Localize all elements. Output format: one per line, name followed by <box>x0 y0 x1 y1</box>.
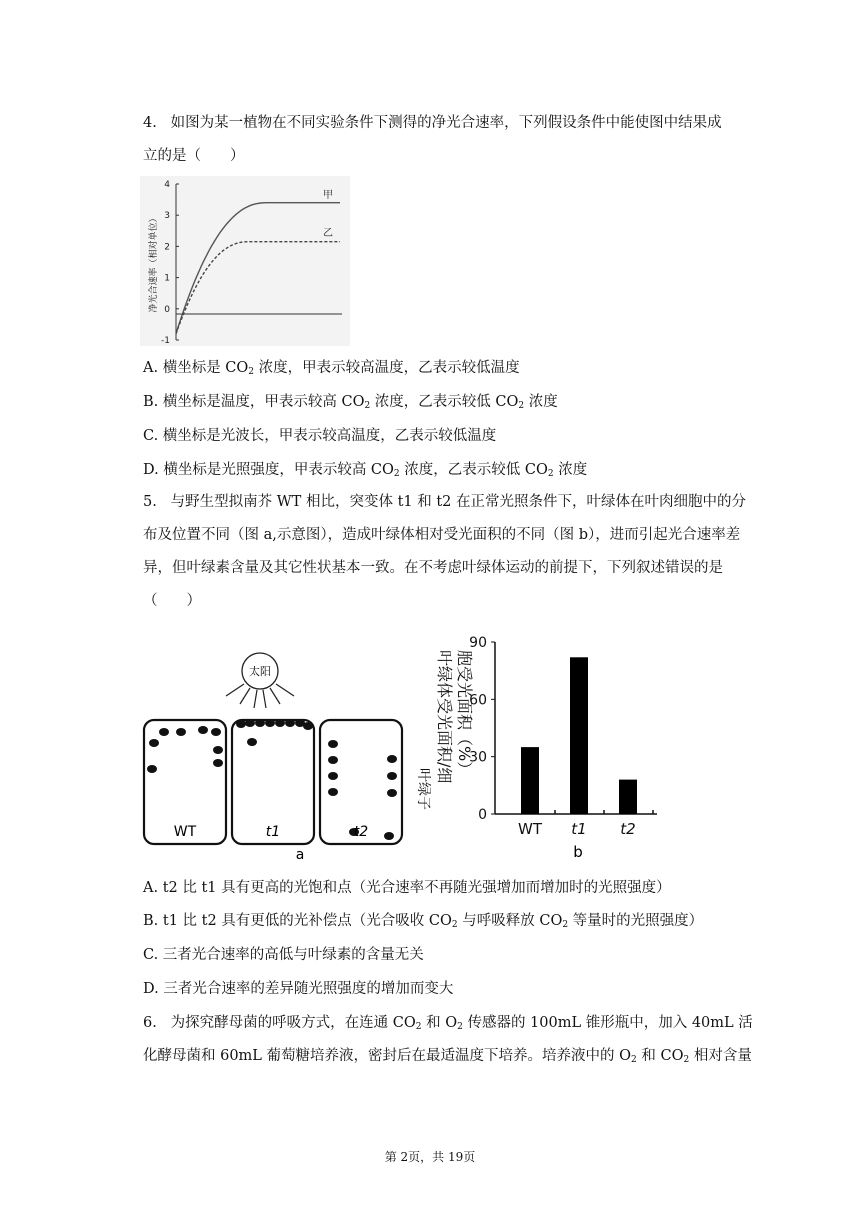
q4-line-chart <box>140 176 350 346</box>
fig5b-y-tick-label: 30 <box>469 749 487 766</box>
fig5b-x-tick-label: WT <box>518 820 542 838</box>
q6-stem-line1: 6. 为探究酵母菌的呼吸方式，在连通 $CO_2$ 和 $O_2$ 传感器的 100mL 锥形瓶中，加入 40mL 活 <box>143 1015 753 1032</box>
q5-option-c: C. 三者光合速率的高低与叶绿素的含量无关 <box>143 947 424 963</box>
sun <box>226 653 294 708</box>
cell-wt-label: WT <box>173 824 197 840</box>
y-tick-label: 1 <box>164 273 170 284</box>
sun-label: 太阳 <box>249 665 271 678</box>
chart-background <box>140 176 350 346</box>
fig5b-y-tick-label: 90 <box>469 635 487 651</box>
fig5b-bar-chart <box>405 628 670 865</box>
q5-option-d: D. 三者光合速率的差异随光照强度的增加而变大 <box>143 981 454 997</box>
chloroplasts-wt <box>147 726 223 773</box>
q4-option-c: C. 横坐标是光波长，甲表示较高温度，乙表示较低温度 <box>143 428 497 444</box>
cell-t2-label: t2 <box>353 824 369 840</box>
fig5b-bar <box>619 780 637 814</box>
q4-option-d: D. 横坐标是光照强度，甲表示较高 $CO_2$ 浓度，乙表示较低 $CO_2$ 浓度 <box>143 462 588 479</box>
fig5b-y-tick-label: 60 <box>469 692 487 709</box>
fig5b-bar <box>521 747 539 814</box>
q4-stem-line1: 4. 如图为某一植物在不同实验条件下测得的净光合速率，下列假设条件中能使图中结果成 <box>143 115 722 131</box>
fig5b-ylabel-line1: 叶绿体受光面积/细 <box>435 650 454 784</box>
q5-stem: 5. 与野生型拟南芥 WT 相比，突变体 t1 和 t2 在正常光照条件下，叶绿体在叶肉细胞中的分布及位置不同（图 a,示意图），造成叶绿体相对受光面积的不同（图 b），进而引起光合速率差异，但叶绿素含量及其它性状基本一致。在不考虑叶绿体运动的前提下，下列叙述错误的是（ ） <box>143 494 746 609</box>
q4-option-b: B. 横坐标是温度，甲表示较高 $CO_2$ 浓度，乙表示较低 $CO_2$ 浓度 <box>143 394 558 411</box>
curve-jia-label: 甲 <box>323 190 333 201</box>
fig5b-panel-label: b <box>573 843 583 861</box>
y-axis-label: 净光合速率（相对单位） <box>149 213 159 313</box>
y-tick-label: 2 <box>164 242 170 253</box>
curve-yi-label: 乙 <box>323 228 333 239</box>
fig5a-diagram <box>140 650 410 865</box>
fig5b-bar <box>570 657 588 814</box>
page-footer: 第 2页，共 19页 <box>384 1150 476 1164</box>
chloroplasts-t1 <box>236 719 313 746</box>
fig5b-ylabel-line2: 胞受光面积（%） <box>455 650 474 778</box>
cell-t1-label: t1 <box>265 824 281 840</box>
y-tick-label: 4 <box>164 180 170 190</box>
fig5b-x-tick-label: t2 <box>620 820 636 838</box>
fig5b-x-tick-label: t1 <box>571 820 587 838</box>
fig5b-y-tick-label: 0 <box>478 807 487 823</box>
fig5b-ylabel-extra: 叶绿子 <box>415 768 431 810</box>
q4-stem-line2: 立的是（ ） <box>143 148 245 164</box>
y-tick-label: -1 <box>161 336 170 346</box>
q5-option-a: A. t2 比 t1 具有更高的光饱和点（光合速率不再随光强增加而增加时的光照强度） <box>143 880 671 896</box>
q6-stem-line2: 化酵母菌和 60mL 葡萄糖培养液，密封后在最适温度下培养。培养液中的 $O_2$ 和 $CO_2$ 相对含量 <box>143 1048 752 1065</box>
y-tick-label: 3 <box>164 211 170 222</box>
q5-option-b: B. t1 比 t2 具有更低的光补偿点（光合吸收 $CO_2$ 与呼吸释放 $CO_2$ 等量时的光照强度） <box>143 913 704 930</box>
y-tick-label: 0 <box>164 304 170 315</box>
q4-option-a: A. 横坐标是 $CO_2$ 浓度，甲表示较高温度，乙表示较低温度 <box>143 360 520 377</box>
fig5a-panel-label: a <box>295 847 305 863</box>
